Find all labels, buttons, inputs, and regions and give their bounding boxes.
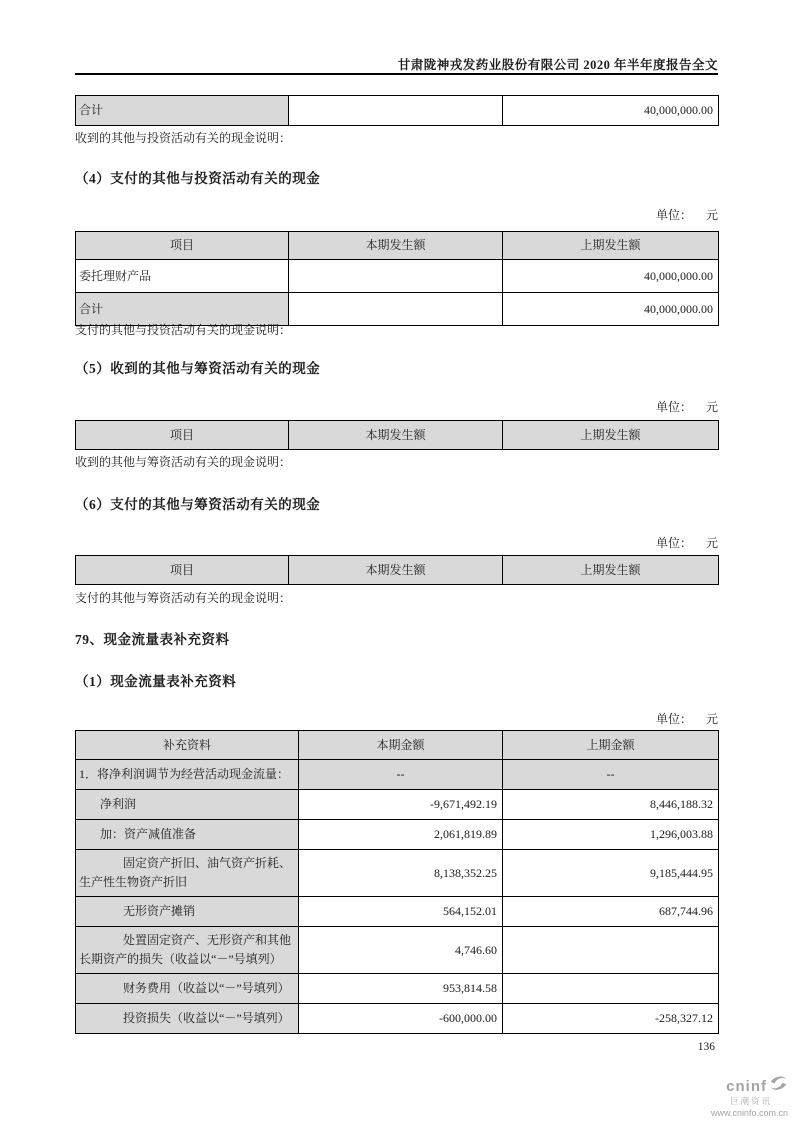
- note-paid-investing: 支付的其他与投资活动有关的现金说明：: [75, 323, 292, 337]
- prior-period-value: --: [503, 760, 719, 790]
- table-row: [76, 1004, 719, 1034]
- unit-label: 单位：: [655, 712, 692, 726]
- prior-period-value: 1,296,003.88: [503, 820, 719, 850]
- current-period-value: -600,000.00: [299, 1004, 503, 1034]
- row-label: 净利润: [76, 790, 299, 820]
- table-header-row: [76, 731, 719, 760]
- prior-period-value: 40,000,000.00: [503, 96, 719, 126]
- unit-value: 元: [705, 400, 718, 414]
- current-period-value: 953,814.58: [299, 974, 503, 1004]
- current-period-value: 8,138,352.25: [299, 850, 503, 897]
- table-header-row: [76, 556, 719, 585]
- col-header-prior: 上期金额: [503, 731, 719, 760]
- current-period-value: --: [299, 760, 503, 790]
- cninfo-url: www.cninfo.com.cn: [710, 1108, 788, 1118]
- col-header-current: 本期金额: [299, 731, 503, 760]
- prior-period-value: -258,327.12: [503, 1004, 719, 1034]
- note-paid-financing: 支付的其他与筹资活动有关的现金说明：: [75, 591, 292, 605]
- cninfo-wordmark-row: [693, 1075, 788, 1097]
- prior-period-value: [503, 974, 719, 1004]
- table-row: [76, 850, 719, 897]
- carryover-total-table: [75, 95, 719, 126]
- section4-heading: （4）支付的其他与投资活动有关的现金: [75, 171, 321, 186]
- current-period-value: [289, 293, 503, 326]
- col-header-current: 本期发生额: [289, 556, 503, 585]
- table-row: [76, 96, 719, 126]
- cninfo-wordmark: cninf: [726, 1077, 767, 1095]
- unit-value: 元: [705, 536, 718, 550]
- section6-heading: （6）支付的其他与筹资活动有关的现金: [75, 497, 321, 512]
- row-label: 固定资产折旧、油气资产折耗、生产性生物资产折旧: [76, 850, 299, 897]
- table-row: [76, 927, 719, 974]
- cninfo-cn-name: 巨潮资讯: [729, 1096, 772, 1106]
- unit-value: 元: [705, 712, 718, 726]
- prior-period-value: 687,744.96: [503, 897, 719, 927]
- row-label: 投资损失（收益以“－”号填列）: [76, 1004, 299, 1034]
- unit-value: 元: [705, 208, 718, 222]
- col-header-prior: 上期发生额: [503, 421, 719, 450]
- row-label: 1．将净利润调节为经营活动现金流量：: [76, 760, 299, 790]
- page-number: 136: [697, 1041, 715, 1053]
- col-header-current: 本期发生额: [289, 232, 503, 260]
- col-header-prior: 上期发生额: [503, 556, 719, 585]
- table-row: [76, 760, 719, 790]
- col-header-prior: 上期发生额: [503, 232, 719, 260]
- col-header-item: 项目: [76, 556, 289, 585]
- col-header-item: 项目: [76, 232, 289, 260]
- section4-table: [75, 231, 719, 326]
- table-row: [76, 790, 719, 820]
- section5-heading: （5）收到的其他与筹资活动有关的现金: [75, 361, 321, 376]
- prior-period-value: 40,000,000.00: [503, 293, 719, 326]
- section79-heading: 79、现金流量表补充资料: [75, 632, 230, 647]
- note-received-investing: 收到的其他与投资活动有关的现金说明：: [75, 131, 292, 145]
- col-header-item: 补充资料: [76, 731, 299, 760]
- unit-label: 单位：: [655, 536, 692, 550]
- prior-period-value: 8,446,188.32: [503, 790, 719, 820]
- prior-period-value: 40,000,000.00: [503, 260, 719, 293]
- row-label: 委托理财产品: [76, 260, 289, 293]
- current-period-value: [289, 96, 503, 126]
- cninfo-swirl-icon: [769, 1075, 788, 1097]
- current-period-value: 564,152.01: [299, 897, 503, 927]
- note-received-financing: 收到的其他与筹资活动有关的现金说明：: [75, 455, 292, 469]
- current-period-value: [289, 260, 503, 293]
- row-label: 加：资产减值准备: [76, 820, 299, 850]
- current-period-value: -9,671,492.19: [299, 790, 503, 820]
- row-label: 无形资产摊销: [76, 897, 299, 927]
- table-row: [76, 974, 719, 1004]
- table-row: [76, 897, 719, 927]
- section79-1-heading: （1）现金流量表补充资料: [75, 674, 237, 689]
- table-header-row: [76, 232, 719, 260]
- row-label: 合计: [76, 293, 289, 326]
- cninfo-logo: [693, 1075, 788, 1118]
- section5-table: [75, 420, 719, 450]
- header-divider: [75, 73, 718, 75]
- table-row: [76, 260, 719, 293]
- row-label: 处置固定资产、无形资产和其他长期资产的损失（收益以“－”号填列）: [76, 927, 299, 974]
- table-header-row: [76, 421, 719, 450]
- row-label: 财务费用（收益以“－”号填列）: [76, 974, 299, 1004]
- unit-line: [656, 534, 718, 551]
- unit-label: 单位：: [655, 400, 692, 414]
- unit-line: [656, 398, 718, 415]
- prior-period-value: [503, 927, 719, 974]
- col-header-item: 项目: [76, 421, 289, 450]
- row-label: 合计: [76, 96, 289, 126]
- unit-line: [656, 710, 718, 727]
- current-period-value: 2,061,819.89: [299, 820, 503, 850]
- section6-table: [75, 555, 719, 585]
- current-period-value: 4,746.60: [299, 927, 503, 974]
- prior-period-value: 9,185,444.95: [503, 850, 719, 897]
- table-row: [76, 820, 719, 850]
- unit-line: [656, 206, 718, 223]
- col-header-current: 本期发生额: [289, 421, 503, 450]
- page-header-title: 甘肃陇神戎发药业股份有限公司 2020 年半年度报告全文: [397, 58, 718, 72]
- unit-label: 单位：: [655, 208, 692, 222]
- supplementary-table: [75, 730, 719, 1034]
